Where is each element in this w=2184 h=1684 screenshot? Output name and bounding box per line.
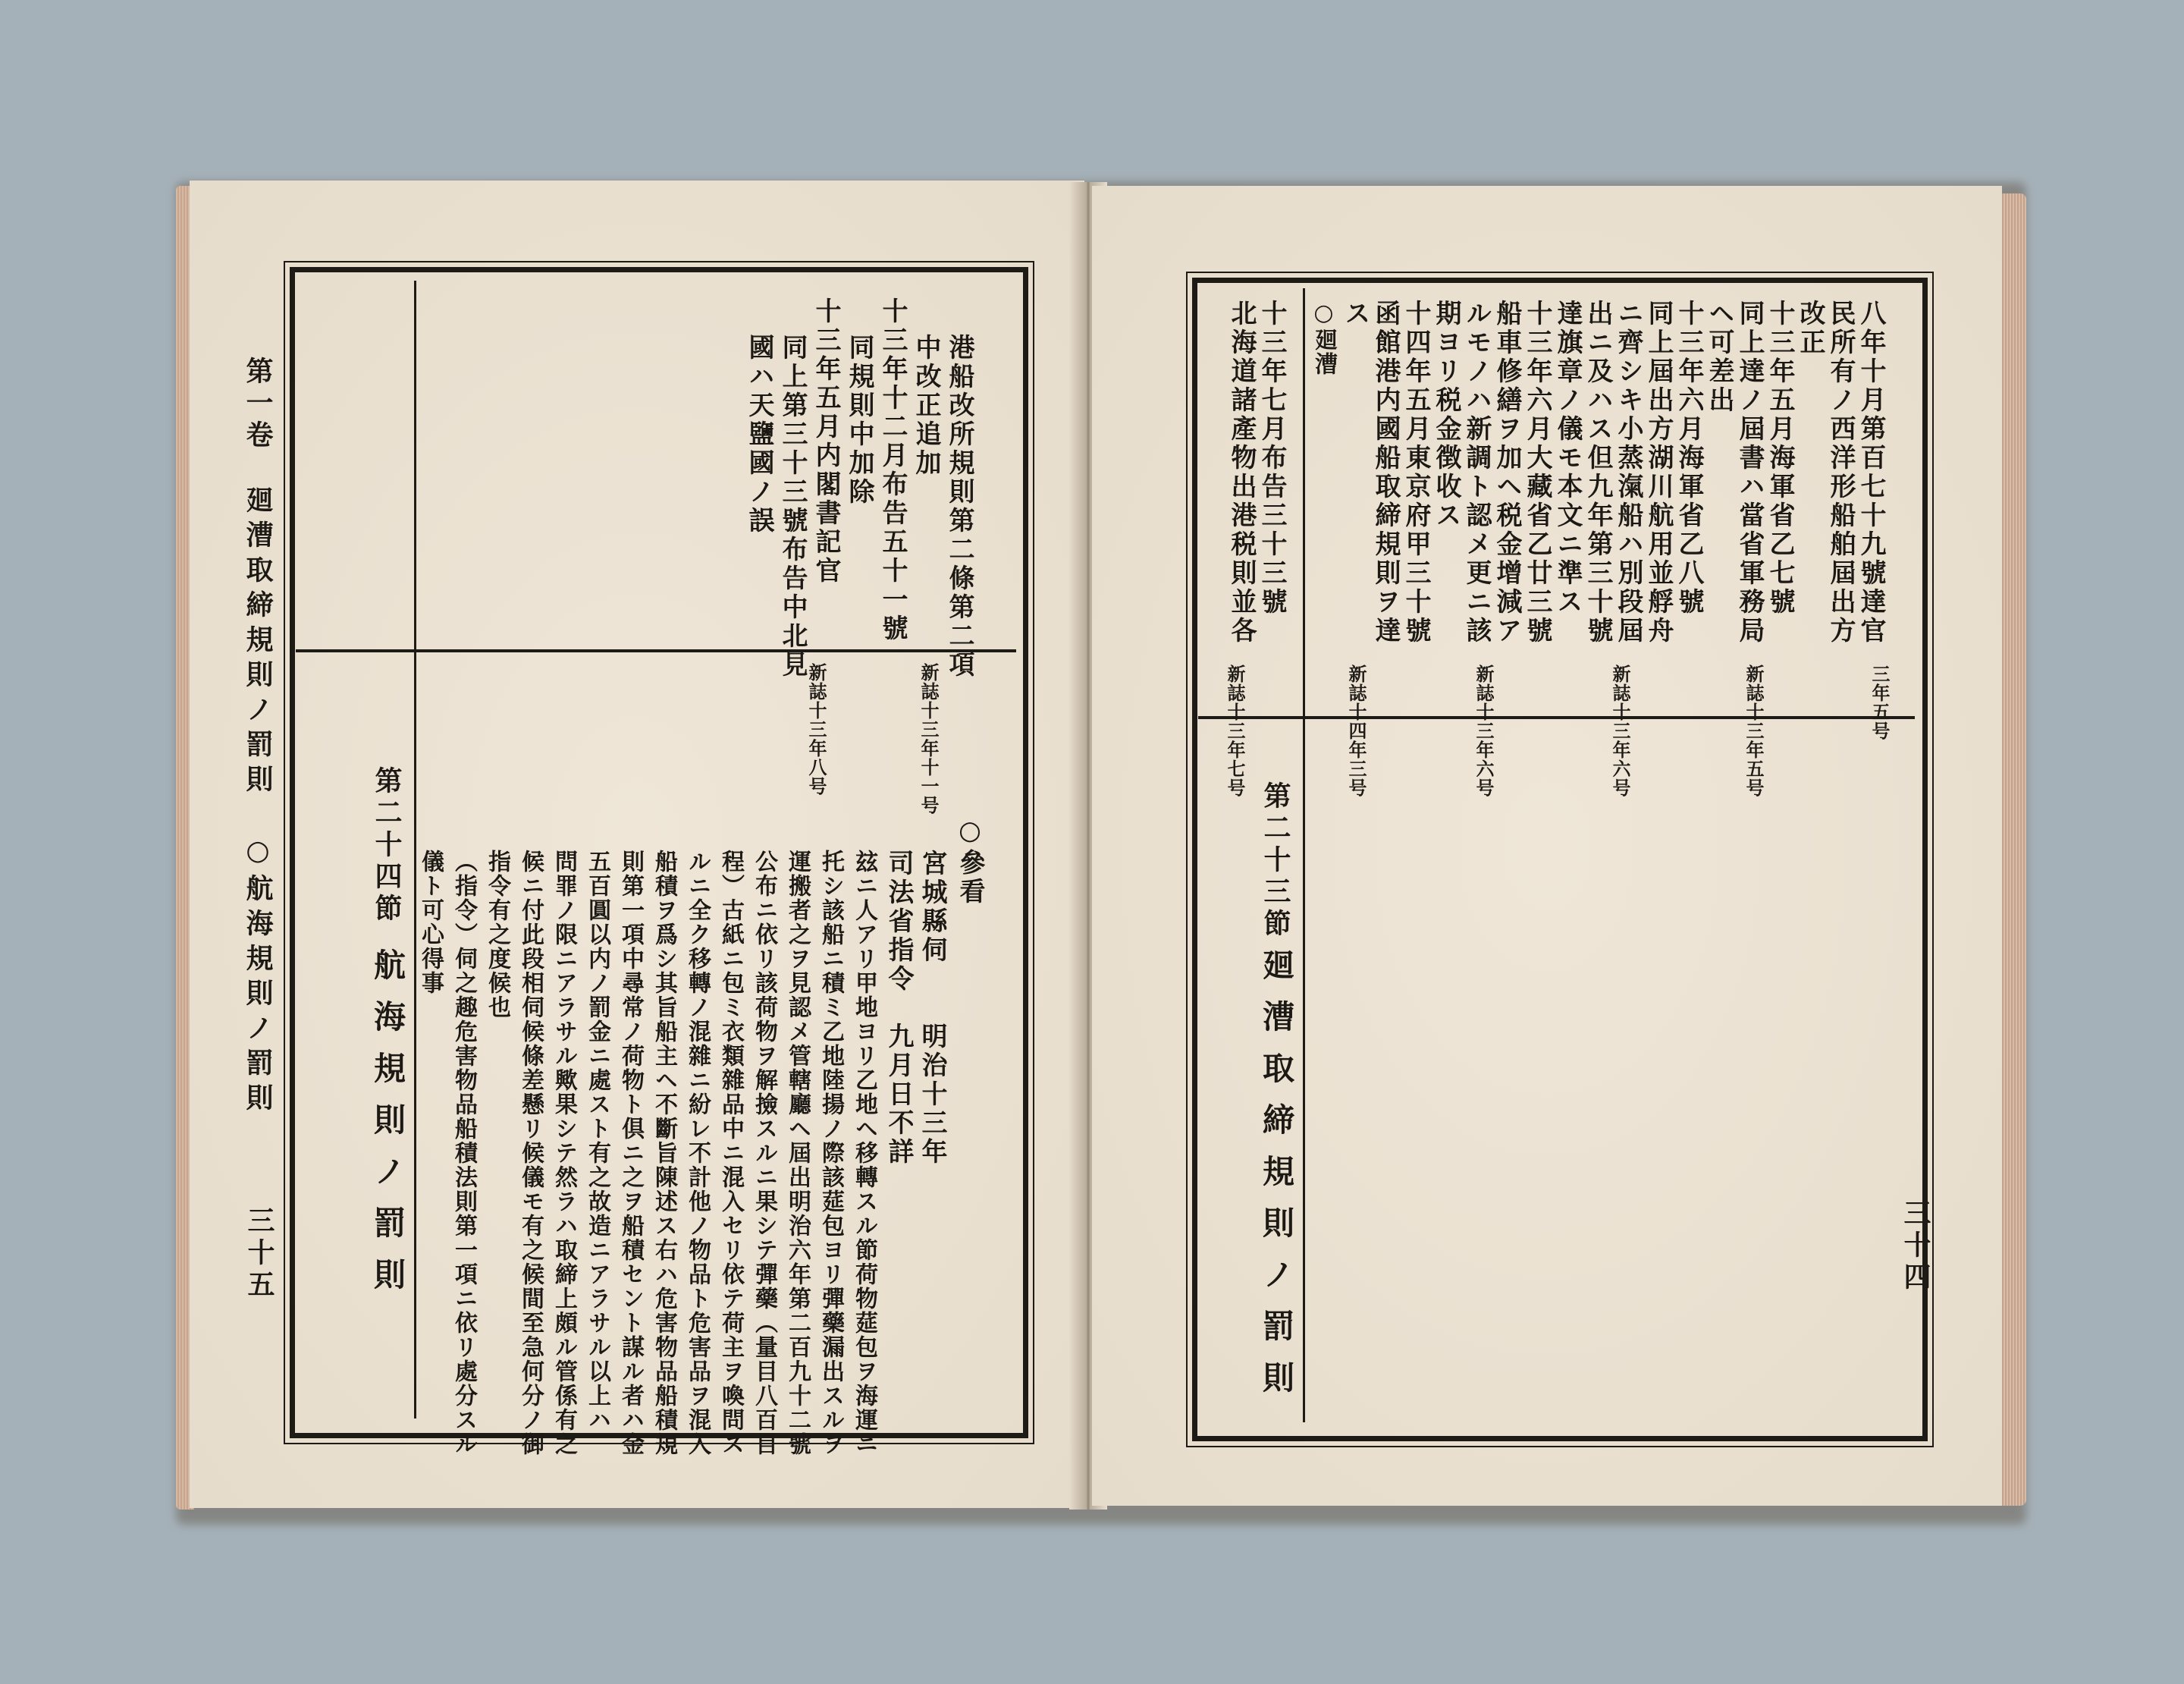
left-section-divider: [296, 649, 1016, 652]
right-top-col: 民所有ノ西洋形船舶屆出方: [1825, 300, 1856, 646]
right-top-col: 十三年六月大藏省乙廿三號: [1522, 300, 1552, 646]
left-lower-col: 則第一項中尋常ノ荷物ト倶ニ之ヲ船積セント謀ル者ハ金: [617, 850, 644, 1456]
left-lower-col: ○參看: [955, 815, 985, 906]
left-top-col: 同規則中加除: [844, 334, 874, 507]
right-top-col: 十四年五月東京府甲三十號: [1401, 300, 1431, 646]
left-lower-col: 五百圓以内ノ罰金ニ處スト有之故造ニアラサル以上ハ: [584, 850, 610, 1432]
left-lower-col: 司法省指令 九月日不詳: [883, 850, 914, 1167]
right-top-col: ス: [1340, 300, 1370, 328]
right-top-col: 達旗章ノ儀モ本文ニ準ス: [1552, 300, 1583, 617]
left-lower-col: 指令有之度候也: [484, 850, 510, 1020]
left-lower-col: 運搬者之ヲ見認メ管轄廳ヘ屆出明治六年第二百九十二號: [784, 850, 811, 1456]
right-top-col: 期ヨリ税金徴收ス: [1431, 300, 1461, 530]
right-top-col: ニ齊シキ小蒸滊船ハ別段屆: [1613, 300, 1643, 646]
left-lower-col: ルニ全ク移轉ノ混雜ニ紛レ不計他ノ物品ト危害品ヲ混入: [684, 850, 711, 1456]
right-inner-rule: [1303, 288, 1305, 1422]
left-top-col: 港船改所規則第二條第二項: [944, 334, 974, 680]
left-lower-col: 儀ト可心得事: [417, 850, 444, 995]
page-number-right: 三十四: [1900, 1199, 1931, 1294]
right-top-col: 十三年七月布告三十三號: [1257, 300, 1287, 617]
right-top-col: 同上達ノ屆書ハ當省軍務局: [1734, 300, 1765, 646]
left-lower-col: 托シ該船ニ積ミ乙地陸揚ノ際該莚包ヨリ彈藥漏出スルヲ: [817, 850, 844, 1456]
left-lower-col: 問罪ノ限ニアラサル歟果シテ然ラハ取締上頗ル管係有之: [551, 850, 577, 1456]
running-head: 廻漕取締規則ノ罰則 ○航海規則ノ罰則: [242, 485, 274, 1118]
right-annotation: 新誌十三年六号: [1473, 664, 1495, 797]
left-lower-col: （指令）伺之趣危害物品船積法則第一項ニ依リ處分スル: [450, 850, 477, 1456]
left-top-col: 中改正追加: [911, 334, 941, 478]
left-lower-col: 船積ヲ爲シ其旨船主ヘ不斷旨陳述ス右ハ危害物品船積規: [651, 850, 677, 1456]
left-top-col: 十三年五月内閣書記官: [811, 297, 841, 586]
right-top-col: ヘ可差出: [1704, 300, 1734, 415]
right-top-col: 出ニ及ハス但九年第三十號: [1583, 300, 1613, 646]
left-lower-col: 玆ニ人アリ甲地ヨリ乙地ヘ移轉スル節荷物莚包ヲ海運ニ: [851, 850, 877, 1456]
left-top-col: 十三年十二月布告五十一號: [877, 297, 908, 643]
right-top-col: 十三年五月海軍省乙七號: [1765, 300, 1795, 617]
right-annotation: 新誌十三年六号: [1609, 664, 1631, 797]
right-section-divider: [1198, 716, 1915, 719]
left-top-col: 同上第三十三號布告中北見: [777, 334, 808, 680]
section-title-24: 航海規則ノ罰則: [369, 948, 406, 1309]
left-annotation: 新誌十三年八号: [805, 663, 827, 796]
right-top-col: 十三年六月海軍省乙八號: [1674, 300, 1704, 617]
right-annotation: 新誌十三年七号: [1224, 664, 1246, 797]
section-heading-23: 第二十三節: [1260, 781, 1291, 941]
left-lower-col: 候ニ付此段相伺候條差懸リ候儀モ有之候間至急何分ノ御: [517, 850, 544, 1456]
right-top-col: 八年十月第百七十九號達官: [1856, 300, 1886, 646]
left-inner-rule: [414, 281, 416, 1419]
section-heading-24: 第二十四節: [371, 766, 403, 925]
page-number-left: 三十五: [243, 1206, 275, 1302]
left-annotation: 新誌十三年十一号: [918, 663, 940, 815]
right-annotation: 新誌十四年三号: [1345, 664, 1367, 797]
left-top-col: 國ハ天鹽國ノ誤: [744, 334, 774, 536]
left-lower-col: 程）古紙ニ包ミ衣類雜品中ニ混入セリ依テ荷主ヲ喚問ス: [717, 850, 744, 1456]
right-top-col: 船車修繕ヲ加ヘ税金增減ア: [1492, 300, 1522, 646]
right-top-col: 改正: [1795, 300, 1825, 357]
right-top-col: ○廻漕: [1310, 300, 1337, 376]
right-annotation: 新誌十三年五号: [1743, 664, 1765, 797]
left-lower-col: 宮城縣伺 明治十三年: [917, 850, 947, 1167]
right-top-col: 同上屆出方湖川航用並艀舟: [1643, 300, 1674, 646]
left-lower-col: 公布ニ依リ該荷物ヲ解撿スルニ果シテ彈藥（量目八百目: [751, 850, 777, 1456]
volume-title: 第一卷: [242, 357, 274, 452]
right-top-col: 函館港内國船取締規則ヲ達: [1370, 300, 1401, 646]
right-annotation: 三年五号: [1869, 664, 1891, 740]
right-top-col: ルモノハ新調ト認メ更ニ該: [1461, 300, 1492, 646]
section-title-23: 廻漕取締規則ノ罰則: [1258, 948, 1295, 1412]
right-top-col: 北海道諸產物出港税則並各: [1226, 300, 1257, 646]
